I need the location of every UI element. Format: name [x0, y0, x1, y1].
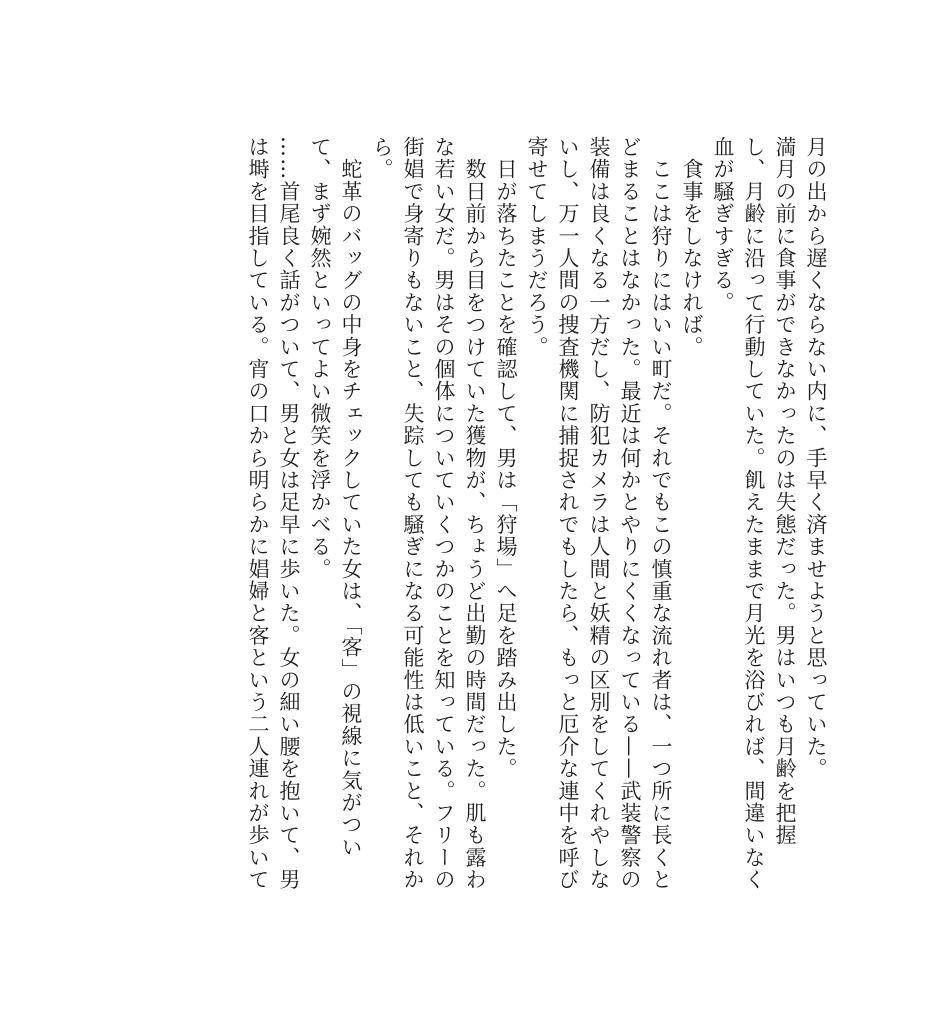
text-line: 寄せてしまうだろう。	[525, 136, 549, 358]
text-line: 蛇革のバッグの中身をチェックしていた女は、「客」の視線に気がつい	[339, 136, 363, 859]
text-line: は塒を目指している。宵の口から明らかに娼婦と客という二人連れが歩いて	[246, 136, 270, 891]
text-line: 食事をしなければ。	[680, 136, 704, 358]
text-line: ら。	[370, 136, 394, 181]
vertical-text-body	[242, 136, 831, 896]
text-line: 街娼で身寄りもないこと、失踪しても騒ぎになる可能性は低いこと、それか	[401, 136, 425, 891]
text-line: て、まず婉然といってよい微笑を浮かべる。	[308, 136, 332, 580]
text-line: ……首尾良く話がついて、男と女は足早に歩いた。女の細い腰を抱いて、男	[277, 136, 301, 891]
text-line: どまることはなかった。最近は何かとやりにくくなっている——武装警察の	[618, 136, 642, 891]
text-line: 満月の前に食事ができなかったのは失態だった。男はいつも月齢を把握	[773, 136, 797, 847]
text-line: 日が落ちたことを確認して、男は「狩場」へ足を踏み出した。	[494, 136, 518, 780]
text-line: し、月齢に沿って行動していた。飢えたままで月光を浴びれば、間違いなく	[742, 136, 766, 891]
text-line: 装備は良くなる一方だし、防犯カメラは人間と妖精の区別をしてくれやしな	[587, 136, 611, 891]
text-line: な若い女だ。男はその個体についていくつかのことを知っている。フリーの	[432, 136, 456, 891]
text-line: 月の出から遅くならない内に、手早く済ませようと思っていた。	[804, 136, 828, 780]
text-line: いし、万一人間の捜査機関に捕捉されでもしたら、もっと厄介な連中を呼び	[556, 136, 580, 891]
text-line: 数日前から目をつけていた獲物が、ちょうど出勤の時間だった。肌も露わ	[463, 136, 487, 891]
text-line: 血が騒ぎすぎる。	[711, 136, 735, 314]
text-line: ここは狩りにはいい町だ。それでもこの慎重な流れ者は、一つ所に長くと	[649, 136, 673, 891]
